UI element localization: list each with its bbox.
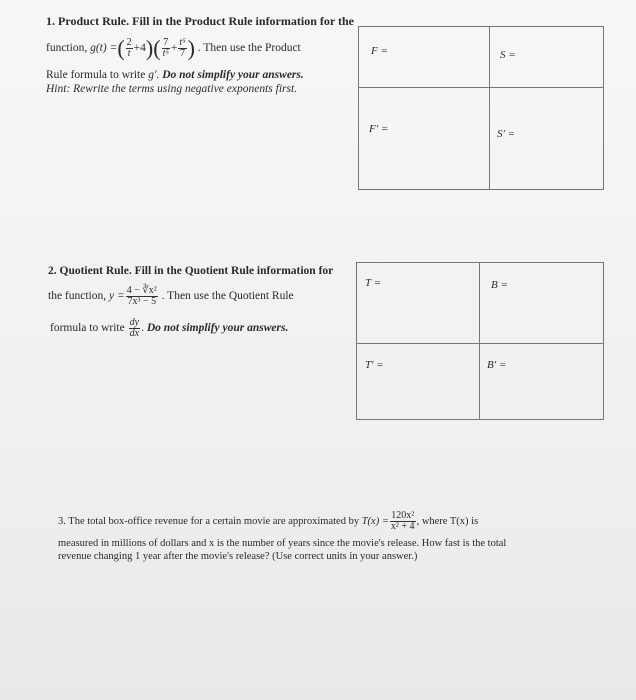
problem1-fraction-7-over-t5	[162, 38, 170, 59]
cell-bprime-label: B′ =	[487, 359, 507, 371]
fraction-denominator: t⁵	[162, 47, 169, 59]
problem2-line3: formula to write $\frac{dy}{dx}$ . Do not simplify your answers.	[50, 316, 289, 339]
problem1-hint: Hint: Rewrite the terms using negative exponents first.	[46, 83, 298, 95]
grid-divider	[357, 343, 603, 344]
problem3-line1-post: , where T(x) is	[416, 516, 479, 527]
fraction-numerator: 120x²	[391, 510, 415, 522]
grid-divider	[489, 27, 490, 189]
close-paren-icon: )	[187, 35, 195, 61]
open-paren-icon: (	[117, 35, 125, 61]
fraction-numerator: dy	[129, 316, 140, 328]
close-paren-icon: )	[145, 35, 154, 61]
problem1-then-text: . Then use the Product	[197, 42, 301, 54]
problem2-then-text: . Then use the Quotient Rule	[161, 290, 294, 302]
problem1-plus4: +4	[133, 42, 146, 54]
problem2-title: 2. Quotient Rule. Fill in the Quotient Rule information for	[48, 265, 334, 277]
problem1-title: 1. Product Rule. Fill in the Product Rule information for the	[46, 14, 354, 28]
grid-divider	[359, 87, 603, 88]
fraction-denominator: 7x³ − 5	[127, 295, 157, 307]
problem3-line1-pre: 3. The total box-office revenue for a certain movie are approximated by	[58, 516, 360, 527]
problem2-answer-grid	[356, 262, 604, 420]
problem1-no-simplify: Do not simplify your answers.	[162, 69, 304, 81]
problem2-y-eq: y =	[109, 290, 125, 302]
problem3-line2: measured in millions of dollars and x is the number of years since the movie's release. How fast is the total	[58, 538, 507, 549]
fraction-numerator: 4 − ∛x²	[126, 284, 157, 296]
fraction-numerator: 2	[126, 36, 132, 48]
cell-s-label: S =	[500, 49, 516, 61]
problem1-gprime: g′.	[148, 69, 160, 81]
problem2-no-simplify: Do not simplify your answers.	[146, 322, 289, 334]
cell-sprime-label: S′ =	[497, 128, 516, 140]
problem1-plus: +	[170, 42, 178, 54]
cell-b-label: B =	[491, 279, 508, 291]
problem3-line1	[58, 508, 478, 536]
problem1-fraction-2-over-t	[126, 38, 133, 59]
cell-t-label: T =	[365, 277, 382, 289]
problem1-func-prefix: function,	[46, 42, 88, 54]
open-paren-icon: (	[153, 35, 161, 61]
fraction-denominator: x² + 4	[390, 521, 415, 533]
problem2-fraction	[126, 286, 158, 307]
problem1-g-of-t: g(t) =	[90, 42, 118, 54]
cell-f-label: F =	[371, 45, 388, 57]
problem2-line3-pre: formula to write	[50, 322, 125, 334]
problem2-func-prefix: the function,	[48, 290, 107, 302]
problem2-dy-dx	[129, 318, 140, 339]
fraction-denominator: dx	[129, 327, 140, 339]
problem1-fraction-t5-over-7	[178, 38, 186, 59]
fraction-numerator: 7	[163, 36, 169, 48]
cell-fprime-label: F′ =	[369, 123, 389, 135]
problem3-T-of-x: T(x) =	[361, 516, 389, 527]
cell-tprime-label: T′ =	[365, 359, 384, 371]
problem2-function-line	[48, 282, 294, 310]
grid-divider	[479, 263, 480, 419]
problem3-fraction	[390, 511, 416, 532]
problem1-line3	[46, 68, 304, 82]
problem1-line3-pre: Rule formula to write	[46, 69, 146, 81]
fraction-denominator: 7	[179, 47, 185, 59]
fraction-numerator: t⁵	[179, 36, 186, 48]
problem1-answer-grid	[358, 26, 604, 190]
problem3-line3: revenue changing 1 year after the movie's release? (Use correct units in your answer.)	[58, 551, 418, 562]
fraction-denominator: t	[127, 47, 131, 59]
problem1-function-line	[46, 36, 301, 60]
